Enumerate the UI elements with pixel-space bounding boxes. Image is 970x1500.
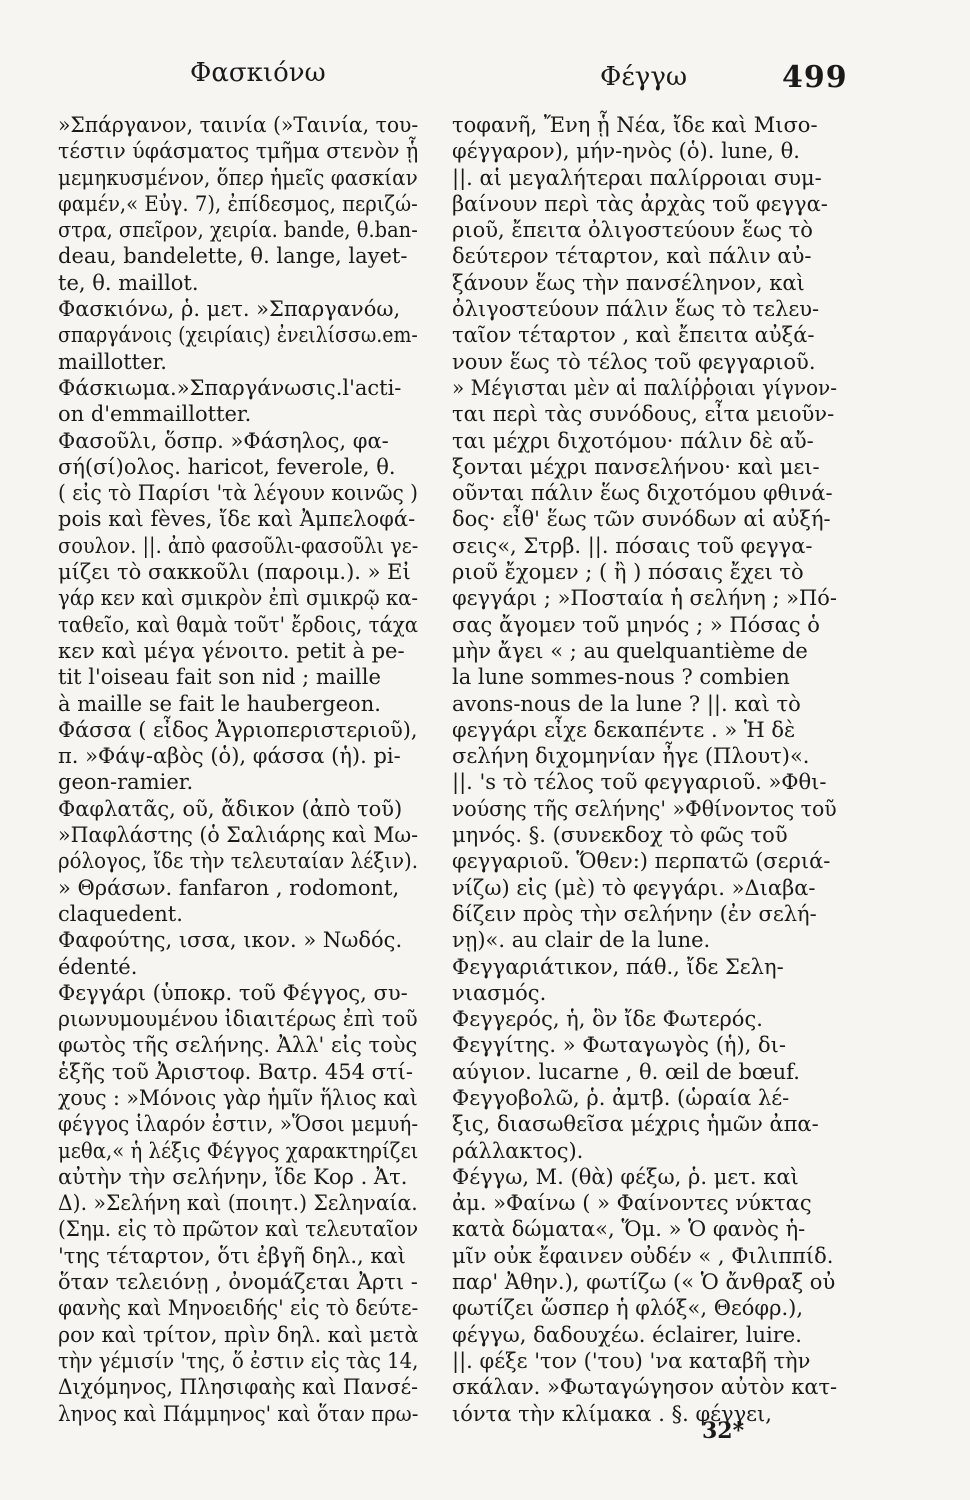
text-line: χους : »Μόνοις γὰρ ἡμῖν ἥλιος καὶ (58, 1085, 418, 1110)
text-line: ||. 's τὸ τέλος τοῦ φεγγαριοῦ. »Φθι- (452, 770, 827, 795)
signature-mark: 32* (702, 1418, 745, 1444)
text-line: σεις«, Στρβ. ||. πόσαις τοῦ φεγγα- (452, 533, 813, 558)
text-line: σπαργάνοις (χειρίαις) ἐνειλίσσω.em- (58, 323, 418, 348)
text-line: νουν ἕως τὸ τέλος τοῦ φεγγαριοῦ. (452, 349, 816, 374)
text-line: la lune sommes-nous ? combien (452, 665, 790, 690)
text-line: μίζει τὸ σακκοῦλι (παροιμ.). » Εἰ (58, 560, 411, 585)
text-line: ||. φέξε 'τον ('του) 'να καταβῆ τὴν (452, 1348, 811, 1373)
text-line: on d'emmaillotter. (58, 402, 252, 427)
text-line: σουλον. ||. ἀπὸ φασοῦλι-φασοῦλι γε- (58, 533, 419, 558)
text-line: avons-nous de la lune ? ||. καὶ τὸ (452, 691, 801, 716)
text-line: Φέγγω, Μ. (θὰ) φέξω, ῥ. μετ. καὶ (452, 1164, 799, 1189)
text-line: ταθεῖο, καὶ θαμὰ τοῦτ' ἔρδοις, τάχα (58, 612, 419, 637)
text-line: ἑξῆς τοῦ Ἀριστοφ. Βατρ. 454 στί- (58, 1059, 413, 1084)
text-line: φέγγος ἱλαρόν ἐστιν, »Ὅσοι μεμυή- (58, 1112, 419, 1137)
text-line: Φαφούτης, ισσα, ικον. » Νωδός. (58, 928, 403, 953)
text-line: οῦνται πάλιν ἕως διχοτόμου φθινά- (452, 481, 833, 506)
text-line: φέγγω, δαδουχέω. éclairer, luire. (452, 1322, 802, 1347)
text-line: » Μέγισται μὲν αἱ παλίῤῥοιαι γίγνον- (452, 375, 837, 400)
text-line: Φάσσα ( εἶδος Ἀγριοπεριστεριοῦ), (58, 717, 418, 742)
text-line: σελήνη διχομηνίαν ἦγε (Πλουτ)«. (452, 744, 810, 769)
text-line: Φεγγίτης. » Φωταγωγὸς (ἡ), δι- (452, 1033, 787, 1058)
text-line: Φεγγάρι (ὑποκρ. τοῦ Φέγγος, συ- (58, 980, 408, 1005)
text-line: Φεγγοβολῶ, ῥ. ἀμτβ. (ὡραία λέ- (452, 1085, 790, 1110)
text-line: αύγιον. lucarne , θ. œil de bœuf. (452, 1059, 800, 1084)
text-line: tit l'oiseau fait son nid ; maille (58, 665, 381, 690)
text-line: ριωνυμουμένου ἰδιαιτέρως ἐπὶ τοῦ (58, 1007, 418, 1032)
text-line: παρ' Ἀθην.), φωτίζω (« Ὁ ἄνθραξ οὐ (452, 1270, 836, 1295)
text-line: δίζειν πρὸς τὴν σελήνην (ἐν σελή- (452, 901, 817, 926)
text-line: σή(σί)ολος. haricot, feverole, θ. (58, 454, 396, 479)
text-line: »Σπάργανον, ταινία (»Ταινία, του- (58, 113, 419, 137)
text-line: pois καὶ fèves, ἴδε καὶ Ἀμπελοφά- (58, 507, 416, 532)
text-line: φωτὸς τῆς σελήνης. Ἀλλ' εἰς τοὺς (58, 1033, 418, 1058)
text-line: ὀλιγοστεύουν πάλιν ἕως τὸ τελευ- (452, 297, 820, 322)
text-line: (Σημ. εἰς τὸ πρῶτον καὶ τελευταῖον (58, 1217, 419, 1242)
text-line: τέστιν ύφάσματος τμῆμα στενὸν ᾗ (58, 139, 419, 164)
text-line: ρον καὶ τρίτον, πρὶν δηλ. καὶ μετὰ (58, 1322, 419, 1347)
text-line: νίζω) εἰς (μὲ) τὸ φεγγάρι. »Διαβα- (452, 875, 816, 900)
text-line: αὐτὴν τὴν σελήνην, ἴδε Κορ . Ἀτ. (58, 1164, 408, 1189)
text-line: ||. αἱ μεγαλήτεραι παλίρροιαι συμ- (452, 165, 822, 190)
header-left-word: Φασκιόνω (190, 58, 326, 88)
text-line: te, θ. maillot. (58, 270, 199, 295)
text-line: φανὴς καὶ Μηνοειδής' εἰς τὸ δεύτε- (58, 1296, 419, 1321)
text-line: μὴν ἄγει « ; au quelquantième de (452, 638, 808, 663)
text-line: μεμηκυσμένον, ὅπερ ἡμεῖς φασκίαν (58, 165, 418, 190)
text-line: κατὰ δώματα«, Ὅμ. » Ὁ φανὸς ἡ- (452, 1217, 806, 1242)
text-line: » Θράσων. fanfaron , rodomont, (58, 875, 400, 900)
text-line: maillotter. (58, 349, 167, 374)
text-line: μηνός. §. (συνεκδοχ τὸ φῶς τοῦ (452, 823, 788, 848)
text-line: ταῖον τέταρτον , καὶ ἔπειτα αὐξά- (452, 323, 815, 348)
text-line: φεγγαριοῦ. Ὅθεν:) περπατῶ (σεριά- (452, 849, 831, 874)
page-number: 499 (782, 60, 848, 95)
text-line: δεύτερον τέταρτον, καὶ πάλιν αὐ- (452, 244, 812, 269)
text-line: νῃ)«. au clair de la lune. (452, 928, 711, 953)
text-line: ληνος καὶ Πάμμηνος' καὶ ὅταν πρω- (58, 1401, 419, 1426)
text-line: φεγγάρι εἶχε δεκαπέντε . » Ἡ δὲ (452, 717, 796, 742)
text-line: Φάσκιωμα.»Σπαργάνωσις.l'acti- (58, 375, 402, 400)
text-line: τοφανῆ, Ἔνη ᾗ Νέα, ἴδε καὶ Μισο- (452, 113, 818, 137)
text-line: édenté. (58, 954, 138, 979)
text-line: τὴν γέμισίν 'της, ὅ ἐστιν εἰς τὰς 14, (58, 1348, 419, 1373)
page-header (0, 58, 970, 108)
text-line: ξονται μέχρι πανσελήνου· καὶ μει- (452, 454, 820, 479)
text-line: »Παφλάστης (ὁ Σαλιάρης καὶ Μω- (58, 823, 419, 848)
text-line: ριοῦ ἔχομεν ; ( ἢ ) πόσαις ἔχει τὸ (452, 560, 804, 585)
text-line: Φεγγερός, ἡ, ὃν ἴδε Φωτερός. (452, 1007, 763, 1032)
text-line: φεγγάρι ; »Ποσταία ἡ σελήνη ; »Πό- (452, 586, 837, 611)
text-line: δος· εἶθ' ἕως τῶν συνόδων αἱ αὐξή- (452, 507, 831, 532)
text-line: deau, bandelette, θ. lange, layet- (58, 244, 408, 269)
text-line: Φασκιόνω, ῥ. μετ. »Σπαργανόω, (58, 297, 401, 322)
text-line: μεθα,« ἡ λέξις Φέγγος χαρακτηρίζει (58, 1138, 419, 1163)
text-line: νιασμός. (452, 980, 547, 1005)
text-line: Διχόμηνος, Πλησιφαὴς καὶ Πανσέ- (58, 1375, 418, 1400)
text-line: ξάνουν ἕως τὴν πανσέληνον, καὶ (452, 270, 805, 295)
text-line: ἀμ. »Φαίνω ( » Φαίνοντες νύκτας (452, 1191, 812, 1216)
text-line: νούσης τῆς σελήνης' »Φθίνοντος τοῦ (452, 796, 837, 821)
text-line: κεν καὶ μέγα γένοιτο. petit à pe- (58, 638, 405, 663)
text-line: ιόντα τὴν κλίμακα . §. φέγγει, (452, 1401, 772, 1426)
text-line: σκάλαν. »Φωταγώγησον αὐτὸν κατ- (452, 1375, 838, 1400)
text-line: Δ). »Σελήνη καὶ (ποιητ.) Σεληναία. (58, 1191, 418, 1216)
right-column (452, 112, 837, 1427)
text-line: π. »Φάψ-αβὸς (ὁ), φάσσα (ἡ). pi- (58, 744, 401, 769)
text-line: γάρ κεν καὶ σμικρὸν ἐπὶ σμικρῷ κα- (58, 586, 419, 611)
text-line: claquedent. (58, 901, 183, 926)
text-line: ριοῦ, ἔπειτα ὀλιγοστεύουν ἕως τὸ (452, 218, 813, 243)
text-line: ( εἰς τὸ Παρίσι 'τὰ λέγουν κοινῶς ) (58, 481, 419, 506)
text-line: Φασοῦλι, ὅσπρ. »Φάσηλος, φα- (58, 428, 389, 453)
left-column (58, 112, 418, 1427)
text-line: φέγγαρον), μήν-ηνὸς (ὁ). lune, θ. (452, 139, 800, 164)
text-line: ται μέχρι διχοτόμου· πάλιν δὲ αὔ- (452, 428, 814, 453)
text-line: στρα, σπεῖρον, χειρία. bande, θ.ban- (58, 218, 418, 243)
text-line: φαμέν,« Εὐγ. 7), ἐπίδεσμος, περιζώ- (58, 191, 418, 216)
text-line: Φεγγαριάτικον, πάθ., ἴδε Σελη- (452, 954, 784, 979)
text-line: ται περὶ τὰς συνόδους, εἶτα μειοῦν- (452, 402, 835, 427)
text-line: βαίνουν περὶ τὰς ἀρχὰς τοῦ φεγγα- (452, 191, 828, 216)
text-line: μῖν οὐκ ἔφαινεν οὐδέν « , Φιλιππίδ. (452, 1243, 834, 1268)
text-line: ρόλογος, ἴδε τὴν τελευταίαν λέξιν). (58, 849, 419, 874)
text-line: φωτίζει ὥσπερ ἡ φλόξ«, Θεόφρ.), (452, 1296, 804, 1321)
text-line: 'της τέταρτον, ὅτι ἐβγῆ δηλ., καὶ (58, 1243, 406, 1268)
text-line: à maille se fait le haubergeon. (58, 691, 381, 716)
text-line: geon-ramier. (58, 770, 194, 795)
text-line: ξις, διασωθεῖσα μέχρις ἡμῶν ἀπα- (452, 1112, 819, 1137)
text-line: σας ἄγομεν τοῦ μηνός ; » Πόσας ὁ (452, 612, 820, 637)
text-line: Φαφλατᾶς, οῦ, ἄδικον (ἀπὸ τοῦ) (58, 796, 403, 821)
text-line: ράλλακτος). (452, 1138, 584, 1163)
header-right-word: Φέγγω (600, 62, 688, 92)
text-line: ὅταν τελειόνῃ , ὀνομάζεται Ἀρτι - (58, 1270, 418, 1295)
